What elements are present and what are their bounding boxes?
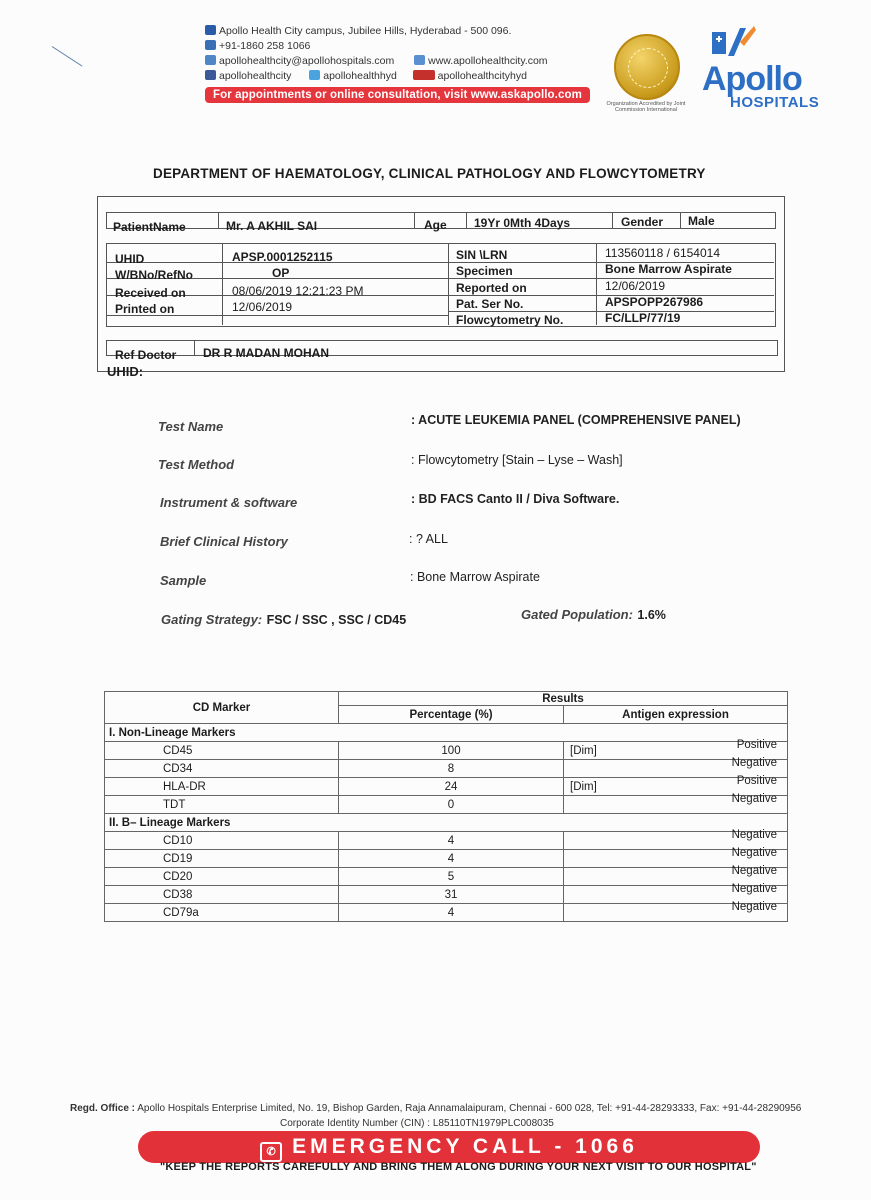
test-method-value: : Flowcytometry [Stain – Lyse – Wash] — [411, 453, 623, 467]
patient-name-label: PatientName — [113, 220, 186, 234]
gating-label: Gating Strategy: — [161, 612, 263, 627]
specimen-value: Bone Marrow Aspirate — [605, 262, 732, 276]
antigen-expression: Negative — [731, 829, 777, 841]
antigen-header: Antigen expression — [564, 706, 788, 724]
cd-marker-header: CD Marker — [105, 692, 339, 724]
sin-label: SIN \LRN — [456, 248, 508, 262]
table-row — [105, 868, 788, 886]
percentage-cell: 4 — [339, 904, 564, 922]
antigen-expression: Negative — [731, 865, 777, 877]
table-row — [105, 778, 788, 796]
antigen-expression: Positive — [736, 739, 777, 751]
jci-seal — [614, 34, 680, 100]
reported-label: Reported on — [456, 281, 527, 295]
antigen-cell — [564, 793, 788, 814]
gating-line — [161, 611, 406, 629]
table-row — [105, 832, 788, 850]
percentage-cell: 24 — [339, 778, 564, 796]
antigen-expression: Negative — [731, 901, 777, 913]
wbno-label: W/BNo/RefNo — [115, 268, 193, 282]
age-label: Age — [424, 218, 447, 232]
gender-label: Gender — [621, 215, 664, 229]
printed-label: Printed on — [115, 302, 175, 316]
received-value: 08/06/2019 12:21:23 PM — [232, 284, 364, 298]
patser-label: Pat. Ser No. — [456, 297, 524, 311]
apollo-logo — [702, 22, 832, 117]
phone-call-icon: ✆ — [260, 1142, 282, 1162]
sin-value: 113560118 / 6154014 — [605, 246, 721, 260]
antigen-note: [Dim] — [570, 780, 597, 793]
apollo-symbol-icon — [710, 22, 760, 62]
percentage-cell: 4 — [339, 832, 564, 850]
percentage-cell: 8 — [339, 760, 564, 778]
marker-cell: CD45 — [105, 742, 339, 760]
patient-gender: Male — [688, 214, 715, 228]
contact-block — [205, 24, 565, 84]
antigen-expression: Negative — [731, 757, 777, 769]
pen-mark — [52, 46, 83, 66]
antigen-expression: Negative — [731, 847, 777, 859]
regd-label: Regd. Office : — [70, 1103, 136, 1114]
antigen-cell — [564, 901, 788, 922]
facebook-link[interactable]: apollohealthcity — [219, 70, 292, 82]
phone-icon — [205, 40, 216, 50]
table-header-row-1 — [105, 692, 788, 706]
patient-name: Mr. A AKHIL SAI — [226, 219, 318, 233]
youtube-icon — [413, 70, 435, 80]
seal-caption: Organization Accredited by Joint Commission International — [606, 101, 686, 113]
cin-line: Corporate Identity Number (CIN) : L85110TN1979PLC008035 — [280, 1118, 554, 1129]
gating-value: FSC / SSC , SSC / CD45 — [266, 613, 407, 627]
social-line — [205, 69, 565, 84]
wbno-value: OP — [272, 266, 290, 280]
percentage-cell: 0 — [339, 796, 564, 814]
uhid2-label: UHID: — [107, 364, 144, 379]
facebook-icon — [205, 70, 216, 80]
seal-ring — [628, 48, 668, 88]
flow-value: FC/LLP/77/19 — [605, 311, 681, 325]
location-icon — [205, 25, 216, 35]
table-row — [105, 760, 788, 778]
appointment-banner[interactable]: For appointments or online consultation, visit www.askapollo.com — [205, 87, 590, 103]
printed-value: 12/06/2019 — [232, 300, 293, 314]
youtube-link[interactable]: apollohealthcityhyd — [437, 70, 527, 82]
patient-age: 19Yr 0Mth 4Days — [474, 216, 571, 230]
test-name-value: : ACUTE LEUKEMIA PANEL (COMPREHENSIVE PANEL) — [411, 413, 741, 427]
antigen-expression: Positive — [736, 775, 777, 787]
email-website-line — [205, 54, 565, 69]
received-label: Received on — [115, 286, 186, 300]
tagline: "KEEP THE REPORTS CAREFULLY AND BRING THEM ALONG DURING YOUR NEXT VISIT TO OUR HOSPITAL" — [160, 1161, 757, 1173]
gated-line — [521, 606, 666, 624]
twitter-icon — [309, 70, 320, 80]
refdoc-label: Ref Doctor — [115, 348, 177, 362]
patser-value: APSPOPP267986 — [605, 295, 704, 309]
web-icon — [414, 55, 425, 65]
marker-cell: CD38 — [105, 886, 339, 904]
flow-label: Flowcytometry No. — [456, 313, 564, 327]
test-method-label: Test Method — [158, 457, 235, 472]
reported-value: 12/06/2019 — [605, 279, 666, 293]
antigen-expression: Negative — [731, 883, 777, 895]
gated-value: 1.6% — [637, 608, 666, 622]
marker-cell: CD79a — [105, 904, 339, 922]
table-row — [105, 904, 788, 922]
marker-cell: HLA-DR — [105, 778, 339, 796]
section-row — [105, 814, 788, 832]
logo-wordmark: Apollo — [702, 60, 802, 98]
percentage-cell: 31 — [339, 886, 564, 904]
emergency-text: EMERGENCY CALL - 1066 — [292, 1135, 638, 1158]
section-row — [105, 724, 788, 742]
antigen-note: [Dim] — [570, 744, 597, 757]
table-row — [105, 796, 788, 814]
address-line: Apollo Health City campus, Jubilee Hills, Hyderabad - 500 096. — [205, 24, 565, 39]
results-header: Results — [339, 692, 788, 706]
percentage-header: Percentage (%) — [339, 706, 564, 724]
section-title: II. B– Lineage Markers — [105, 814, 788, 832]
section-title: I. Non-Lineage Markers — [105, 724, 788, 742]
instrument-value: : BD FACS Canto II / Diva Software. — [411, 492, 620, 506]
regd-office — [70, 1103, 850, 1114]
table-row — [105, 850, 788, 868]
logo-subtitle: HOSPITALS — [730, 94, 820, 111]
sample-value: : Bone Marrow Aspirate — [410, 570, 540, 584]
uhid-label: UHID — [115, 252, 145, 266]
results-table — [104, 691, 788, 922]
email-link[interactable]: apollohealthcity@apollohospitals.com — [219, 55, 395, 67]
marker-cell: CD19 — [105, 850, 339, 868]
instrument-label: Instrument & software — [160, 495, 298, 510]
uhid-value: APSP.0001252115 — [232, 250, 333, 264]
marker-cell: CD20 — [105, 868, 339, 886]
emergency-banner[interactable] — [138, 1131, 760, 1163]
percentage-cell: 100 — [339, 742, 564, 760]
refdoc-value: DR R MADAN MOHAN — [203, 346, 329, 360]
table-row — [105, 742, 788, 760]
antigen-expression: Negative — [731, 793, 777, 805]
mail-icon — [205, 55, 216, 65]
percentage-cell: 5 — [339, 868, 564, 886]
history-label: Brief Clinical History — [160, 534, 288, 549]
history-value: : ? ALL — [409, 532, 448, 546]
sample-label: Sample — [160, 573, 207, 588]
marker-cell: CD34 — [105, 760, 339, 778]
marker-cell: TDT — [105, 796, 339, 814]
gated-label: Gated Population: — [521, 607, 633, 622]
table-row — [105, 886, 788, 904]
website-link[interactable]: www.apollohealthcity.com — [428, 55, 548, 67]
department-title: DEPARTMENT OF HAEMATOLOGY, CLINICAL PATHOLOGY AND FLOWCYTOMETRY — [153, 166, 706, 181]
phone-line: +91-1860 258 1066 — [205, 39, 565, 54]
regd-text: Apollo Hospitals Enterprise Limited, No. 19, Bishop Garden, Raja Annamalaipuram, Chennai - 600 028, Tel: +91-44-28293333, Fax: +91-44-28290956 — [137, 1103, 802, 1114]
specimen-label: Specimen — [456, 264, 513, 278]
twitter-link[interactable]: apollohealthhyd — [323, 70, 397, 82]
test-name-label: Test Name — [158, 419, 224, 434]
percentage-cell: 4 — [339, 850, 564, 868]
marker-cell: CD10 — [105, 832, 339, 850]
